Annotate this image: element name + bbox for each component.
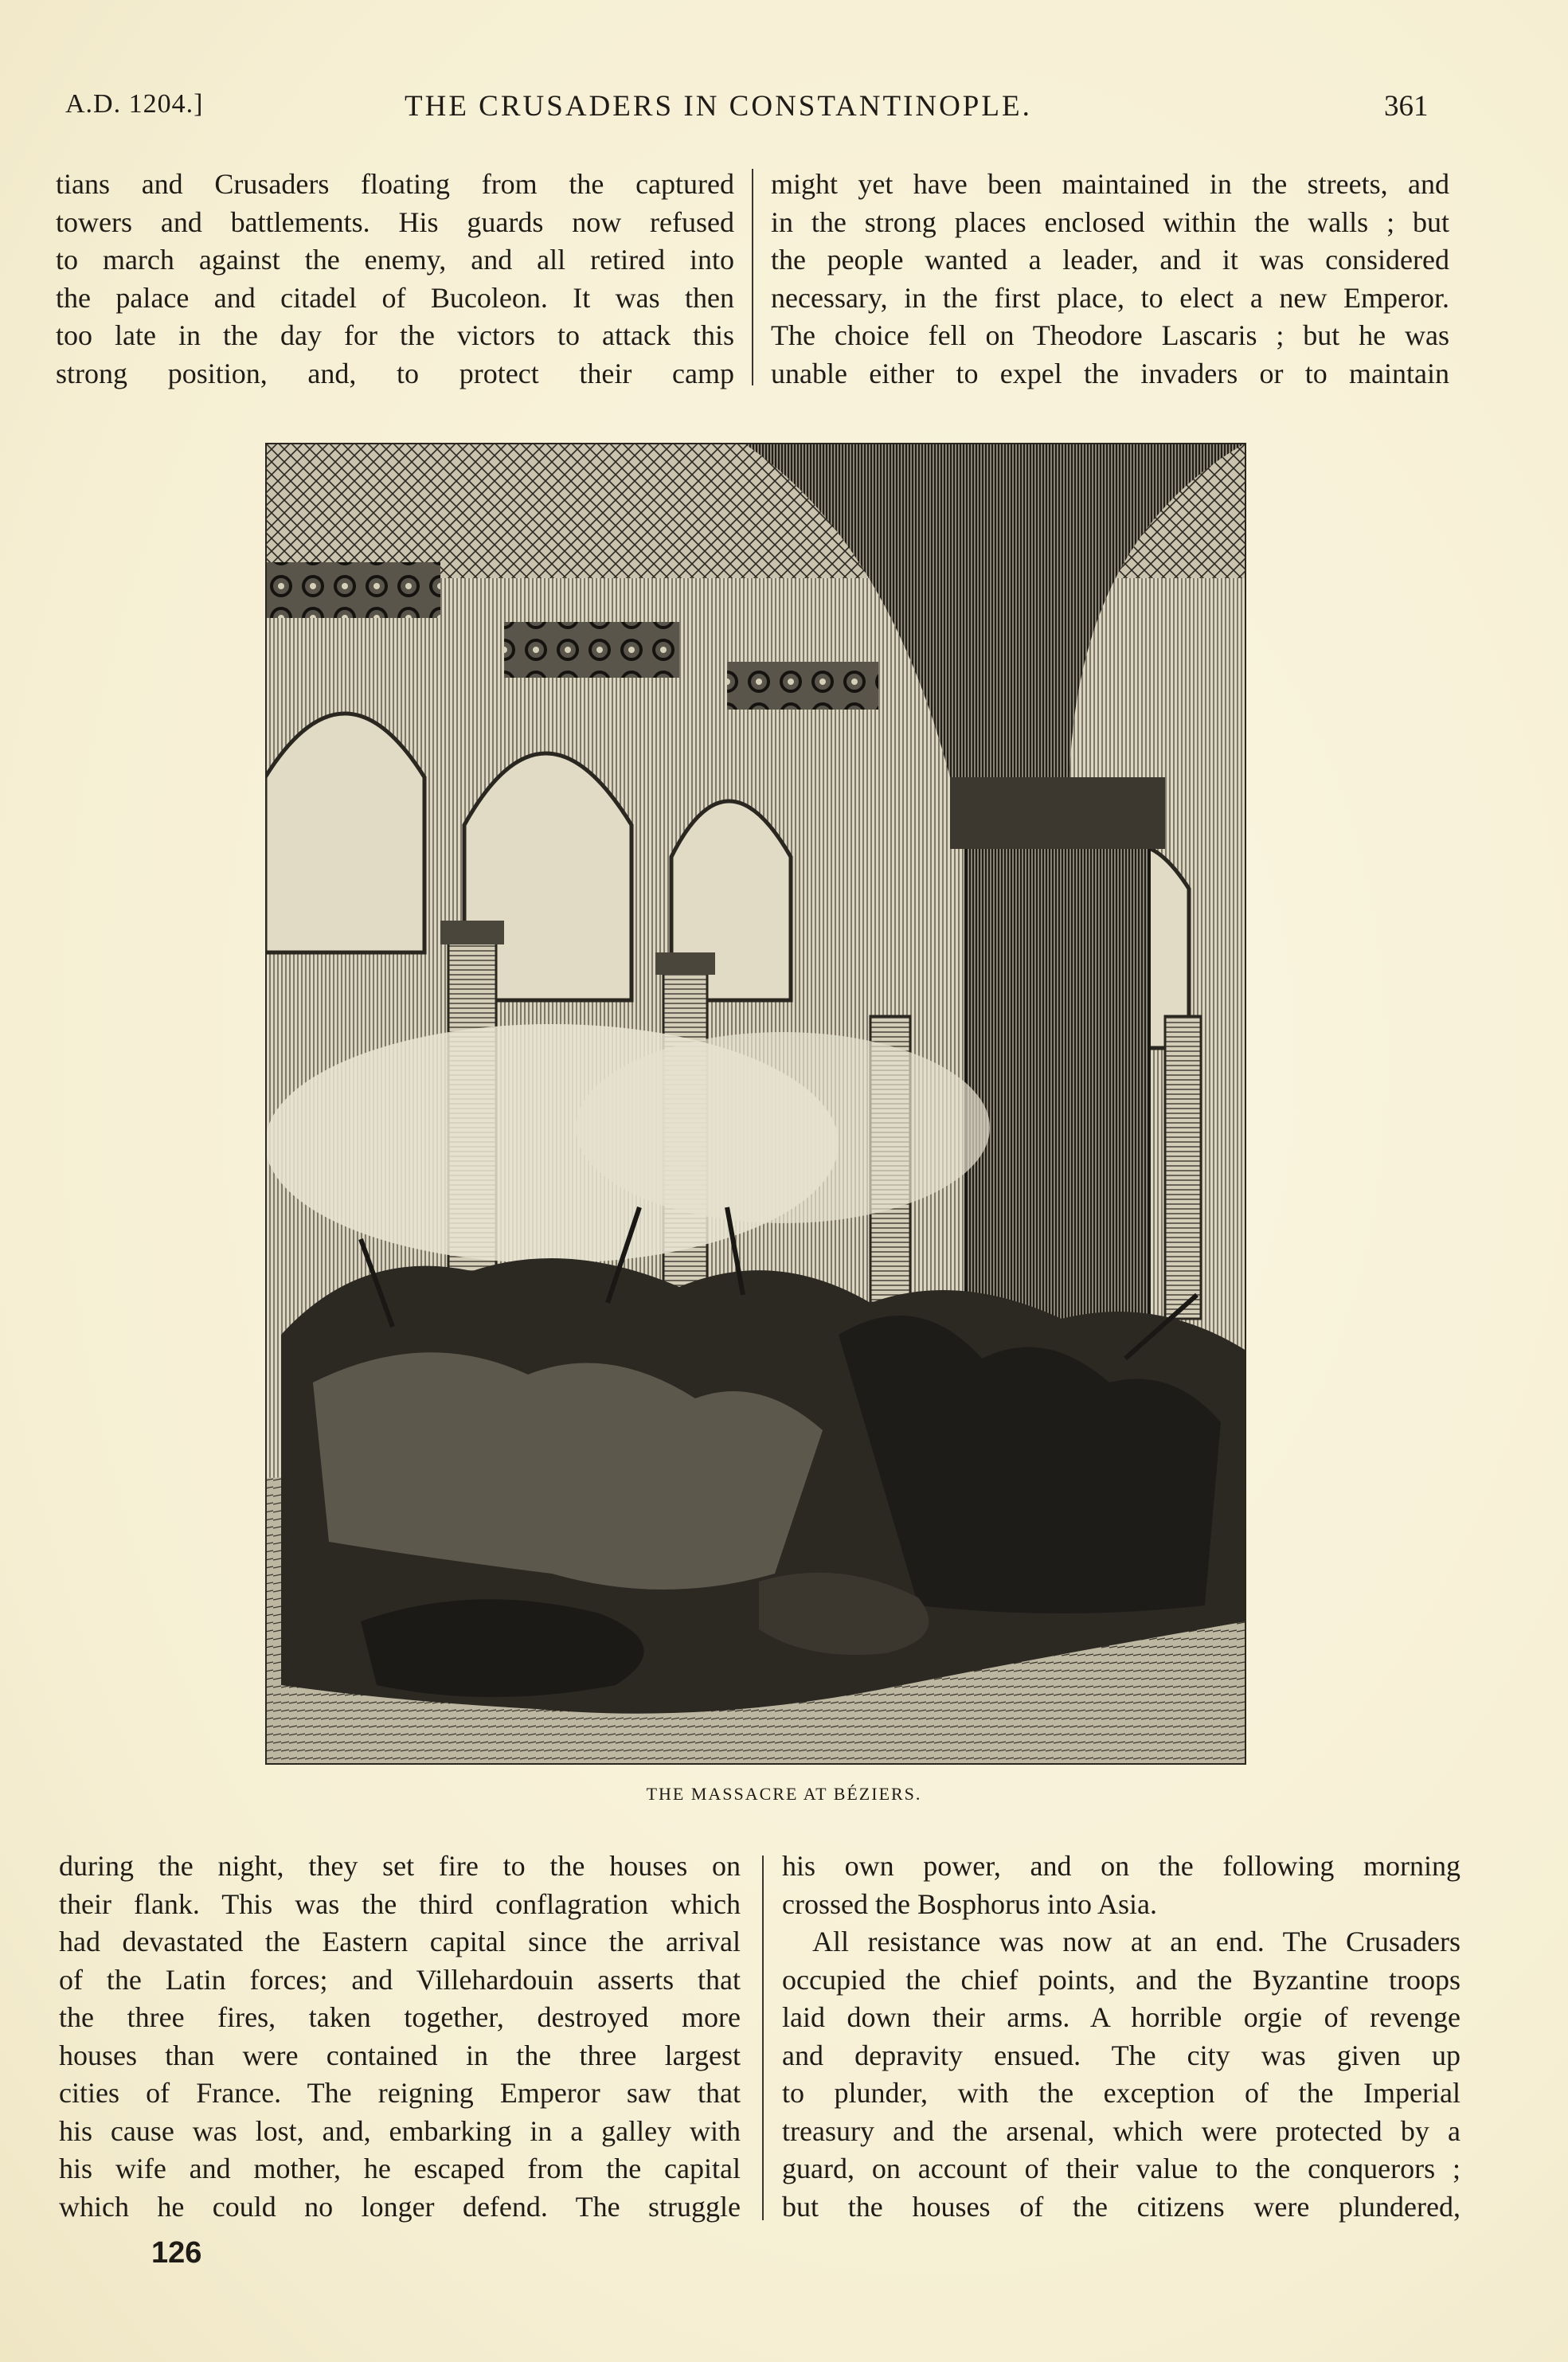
- text-line: too late in the day for the victors to attack this: [56, 319, 734, 351]
- top-left-column: [56, 166, 734, 393]
- text-line: unable either to expel the invaders or to maintain: [771, 357, 1449, 389]
- text-line: The choice fell on Theodore Lascaris ; but he was: [771, 319, 1449, 351]
- signature-mark: 126: [151, 2236, 202, 2270]
- text-line: occupied the chief points, and the Byzantine troops: [782, 1963, 1460, 1996]
- text-line: the palace and citadel of Bucoleon. It was then: [56, 281, 734, 314]
- running-head-date: A.D. 1204.]: [65, 89, 204, 119]
- text-line: in the strong places enclosed within the walls ; but: [771, 205, 1449, 238]
- text-line: and depravity ensued. The city was given up: [782, 2039, 1460, 2071]
- text-line: guard, on account of their value to the conquerors ;: [782, 2153, 1460, 2184]
- text-line: All resistance was now at an end. The Crusaders: [812, 1926, 1460, 1957]
- text-line: of the Latin forces; and Villehardouin asserts that: [59, 1963, 741, 1996]
- text-line: his own power, and on the following morning: [782, 1850, 1460, 1882]
- running-head-title: THE CRUSADERS IN CONSTANTINOPLE.: [405, 90, 1032, 123]
- text-line: which he could no longer defend. The struggle: [59, 2190, 741, 2223]
- bottom-left-column: [59, 1848, 741, 2226]
- text-line: their flank. This was the third conflagration which: [59, 1887, 741, 1920]
- page-number: 361: [1384, 90, 1429, 123]
- running-head: [0, 89, 1568, 129]
- text-line: the people wanted a leader, and it was considered: [771, 244, 1449, 276]
- bottom-right-column: [782, 1848, 1460, 2226]
- engraving-illustration: [265, 443, 1246, 1765]
- text-line: laid down their arms. A horrible orgie of revenge: [782, 2001, 1460, 2033]
- text-line: crossed the Bosphorus into Asia.: [782, 1887, 1157, 1920]
- text-line: might yet have been maintained in the streets, and: [771, 168, 1449, 200]
- text-line: tians and Crusaders floating from the captured: [56, 168, 734, 200]
- text-line: necessary, in the first place, to elect a new Emperor.: [771, 281, 1449, 314]
- column-rule: [752, 169, 753, 385]
- text-line: to march against the enemy, and all retired into: [56, 244, 734, 276]
- figure-caption: THE MASSACRE AT BÉZIERS.: [646, 1784, 922, 1804]
- text-line: treasury and the arsenal, which were protected by a: [782, 2114, 1460, 2147]
- text-line: had devastated the Eastern capital since the arrival: [59, 1926, 741, 1957]
- text-line: but the houses of the citizens were plundered,: [782, 2190, 1460, 2223]
- text-line: cities of France. The reigning Emperor saw that: [59, 2077, 741, 2109]
- top-right-column: [771, 166, 1449, 393]
- text-line: the three fires, taken together, destroyed more: [59, 2001, 741, 2033]
- text-line: to plunder, with the exception of the Imperial: [782, 2077, 1460, 2109]
- text-line: strong position, and, to protect their camp: [56, 357, 734, 389]
- text-line: houses than were contained in the three largest: [59, 2039, 741, 2071]
- text-line: towers and battlements. His guards now refused: [56, 205, 734, 238]
- column-rule: [762, 1856, 764, 2220]
- text-line: his cause was lost, and, embarking in a galley with: [59, 2114, 741, 2147]
- text-line: during the night, they set fire to the houses on: [59, 1850, 741, 1882]
- text-line: his wife and mother, he escaped from the capital: [59, 2153, 741, 2184]
